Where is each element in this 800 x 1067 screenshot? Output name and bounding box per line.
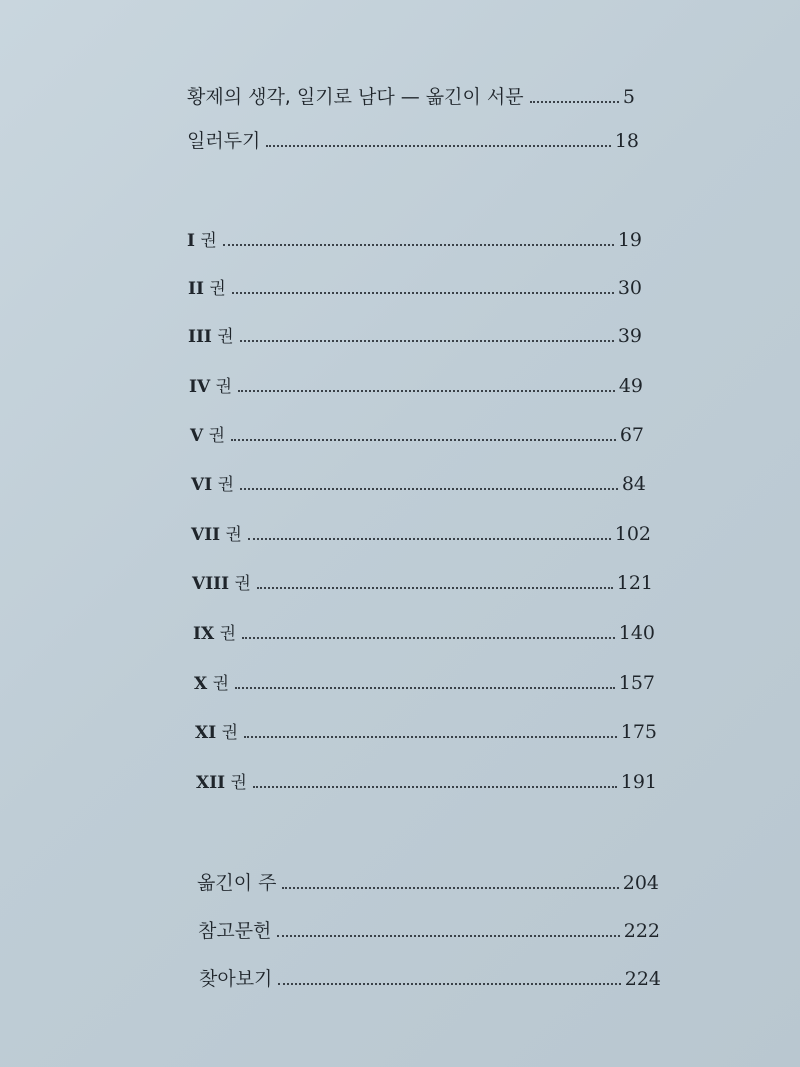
toc-entry-label: 참고문헌 (198, 920, 272, 942)
toc-entry-page: 49 (618, 375, 643, 397)
dot-leader (240, 488, 618, 490)
dot-leader (223, 244, 614, 246)
dot-leader (278, 983, 620, 985)
toc-entry-label: 옮긴이 주 (197, 872, 277, 894)
book-number: XI (195, 723, 217, 743)
book-suffix: 권 (230, 773, 247, 793)
toc-entry-book-3[interactable] (188, 322, 642, 352)
toc-entry-book-7[interactable] (191, 520, 651, 550)
book-number: V (190, 426, 204, 446)
dot-leader (242, 637, 615, 639)
dot-leader (240, 340, 614, 342)
toc-entry-page: 5 (622, 86, 635, 108)
toc-entry-page: 102 (614, 523, 651, 545)
toc-entry-page: 175 (620, 721, 657, 743)
toc-entry-book-8[interactable] (192, 569, 653, 599)
book-suffix: 권 (234, 574, 251, 594)
dot-leader (248, 538, 611, 540)
book-number: IX (193, 624, 215, 644)
toc-entry-page: 39 (617, 325, 642, 347)
book-suffix: 권 (215, 377, 232, 397)
toc-entry-page: 18 (614, 130, 639, 152)
toc-entry-book-4[interactable] (189, 372, 643, 402)
toc-entry-label (196, 768, 247, 793)
toc-entry-translator-notes[interactable] (197, 868, 659, 898)
book-number: III (188, 327, 212, 347)
toc-entry-preface[interactable] (187, 82, 635, 112)
toc-entry-label (188, 274, 226, 299)
book-number: IV (189, 377, 211, 397)
toc-entry-page: 84 (621, 473, 646, 495)
book-suffix: 권 (209, 279, 226, 299)
dot-leader (253, 786, 617, 788)
book-suffix: 권 (217, 475, 234, 495)
toc-entry-index[interactable] (199, 964, 661, 994)
book-suffix: 권 (212, 674, 230, 694)
toc-entry-label (193, 619, 236, 644)
dot-leader (231, 439, 616, 441)
toc-entry-label (192, 569, 251, 594)
toc-entry-notes-on-use[interactable] (187, 126, 639, 156)
book-suffix: 권 (225, 525, 242, 545)
dot-leader (266, 145, 610, 147)
book-suffix: 권 (221, 723, 238, 743)
toc-entry-label (194, 669, 229, 694)
book-number: VII (191, 525, 221, 545)
dot-leader (282, 887, 618, 889)
book-number: VI (191, 475, 213, 495)
book-number: XII (196, 773, 226, 793)
toc-entry-page: 224 (624, 968, 661, 990)
toc-entry-book-6[interactable] (191, 470, 646, 500)
book-suffix: 권 (200, 231, 217, 251)
book-suffix: 권 (219, 624, 236, 644)
toc-entry-book-10[interactable] (194, 669, 655, 699)
toc-entry-page: 140 (618, 622, 655, 644)
toc-entry-book-5[interactable] (190, 421, 644, 451)
toc-entry-label: 황제의 생각, 일기로 남다 — 옮긴이 서문 (187, 86, 524, 108)
dot-leader (232, 292, 614, 294)
toc-entry-book-1[interactable] (187, 226, 642, 256)
toc-entry-label: 일러두기 (187, 130, 261, 152)
book-number: X (194, 674, 208, 694)
toc-entry-book-11[interactable] (195, 718, 657, 748)
book-number: II (188, 279, 204, 299)
dot-leader (530, 101, 619, 103)
book-number: VIII (192, 574, 230, 594)
toc-entry-label (191, 470, 234, 495)
dot-leader (257, 587, 613, 589)
book-number: I (187, 231, 195, 251)
toc-entry-page: 121 (616, 572, 653, 594)
toc-entry-page: 157 (618, 672, 655, 694)
toc-entry-page: 19 (617, 229, 642, 251)
dot-leader (277, 935, 619, 937)
toc-entry-label (187, 226, 217, 251)
toc-entry-label (191, 520, 242, 545)
toc-entry-label: 찾아보기 (199, 968, 273, 990)
dot-leader (244, 736, 617, 738)
dot-leader (235, 687, 615, 689)
toc-entry-label (188, 322, 234, 347)
toc-entry-bibliography[interactable] (198, 916, 660, 946)
toc-entry-label (195, 718, 238, 743)
toc-entry-label (190, 421, 225, 446)
dot-leader (238, 390, 615, 392)
toc-entry-page: 191 (620, 771, 657, 793)
toc-entry-page: 204 (622, 872, 659, 894)
toc-entry-book-2[interactable] (188, 274, 642, 304)
book-suffix: 권 (208, 426, 226, 446)
toc-entry-page: 222 (623, 920, 660, 942)
toc-entry-page: 67 (619, 424, 644, 446)
toc-entry-book-9[interactable] (193, 619, 655, 649)
toc-entry-book-12[interactable] (196, 768, 657, 798)
toc-entry-label (189, 372, 232, 397)
book-suffix: 권 (217, 327, 234, 347)
toc-entry-page: 30 (617, 277, 642, 299)
